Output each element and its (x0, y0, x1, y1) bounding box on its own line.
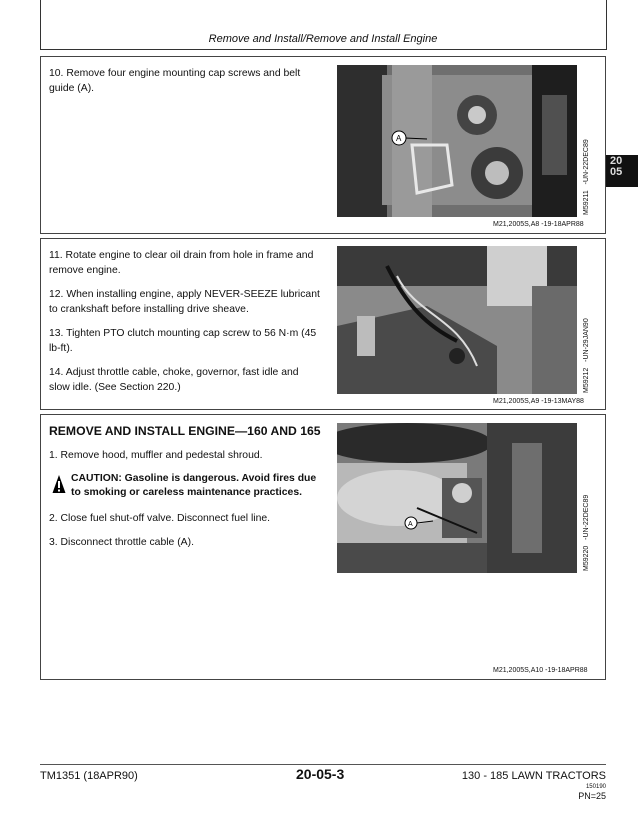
figure-caption: M21,2005S,A10 -19-18APR88 (493, 667, 588, 674)
step-paragraph: 3. Disconnect throttle cable (A). (49, 537, 194, 548)
caution-notice (49, 472, 321, 500)
step-paragraph: 14. Adjust throttle cable, choke, governor, fast idle and slow idle. (See Section 220.) (49, 367, 299, 393)
callout-a: A (408, 521, 413, 528)
section-tab-bottom: 05 (610, 166, 623, 178)
figure-code (583, 318, 590, 393)
figure-code-date: -UN-22DEC89 (583, 139, 590, 185)
instruction-text (49, 66, 321, 105)
procedure-block-3 (40, 414, 606, 680)
instruction-text (49, 248, 321, 404)
figure-caption: M21,2005S,A9 -19-13MAY88 (493, 398, 584, 405)
step-paragraph: 12. When installing engine, apply NEVER-SEEZE lubricant to crankshaft before installing drive sheave. (49, 289, 320, 315)
step-paragraph: 1. Remove hood, muffler and pedestal shroud. (49, 450, 263, 461)
step-paragraph: 2. Close fuel shut-off valve. Disconnect fuel line. (49, 513, 271, 524)
figure-code (583, 139, 590, 215)
section-heading: REMOVE AND INSTALL ENGINE—160 AND 165 (49, 424, 321, 438)
engine-photo-2 (337, 246, 577, 394)
footer-code: 150190 (585, 784, 606, 790)
footer-manual-id: TM1351 (18APR90) (40, 770, 138, 782)
figure-code-id: M59220 (583, 545, 590, 571)
warning-triangle-icon (52, 474, 66, 494)
step-paragraph: 13. Tighten PTO clutch mounting cap screw to 56 N·m (45 lb-ft). (49, 328, 317, 354)
figure-code-id: M59212 (583, 367, 590, 393)
footer-rule (40, 764, 606, 765)
procedure-block-2 (40, 238, 606, 410)
figure-caption: M21,2005S,A8 -19-18APR88 (493, 221, 584, 228)
figure-code-date: -UN-22DEC89 (583, 494, 590, 540)
page-number: 20-05-3 (296, 766, 345, 782)
engine-photo-3 (337, 423, 577, 573)
footer-pn: PN=25 (578, 791, 606, 801)
footer-product: 130 - 185 LAWN TRACTORS (461, 770, 606, 782)
instruction-text (49, 424, 321, 559)
callout-a: A (396, 134, 402, 143)
section-tab-top: 20 (610, 155, 623, 167)
page-header (40, 33, 606, 50)
figure-code (583, 495, 590, 571)
step-paragraph: 10. Remove four engine mounting cap screws and belt guide (A). (49, 68, 301, 94)
procedure-block-1 (40, 56, 606, 234)
right-margin-rule (606, 0, 607, 50)
step-paragraph: 11. Rotate engine to clear oil drain from hole in frame and remove engine. (49, 250, 314, 276)
figure-code-date: -UN-29JAN90 (583, 318, 590, 362)
caution-text: CAUTION: Gasoline is dangerous. Avoid fires due to smoking or careless maintenance practices. (71, 473, 317, 498)
engine-photo-1 (337, 65, 577, 217)
figure-code-id: M59211 (583, 190, 590, 215)
header-title: Remove and Install/Remove and Install Engine (208, 33, 438, 45)
section-tab (604, 155, 638, 187)
